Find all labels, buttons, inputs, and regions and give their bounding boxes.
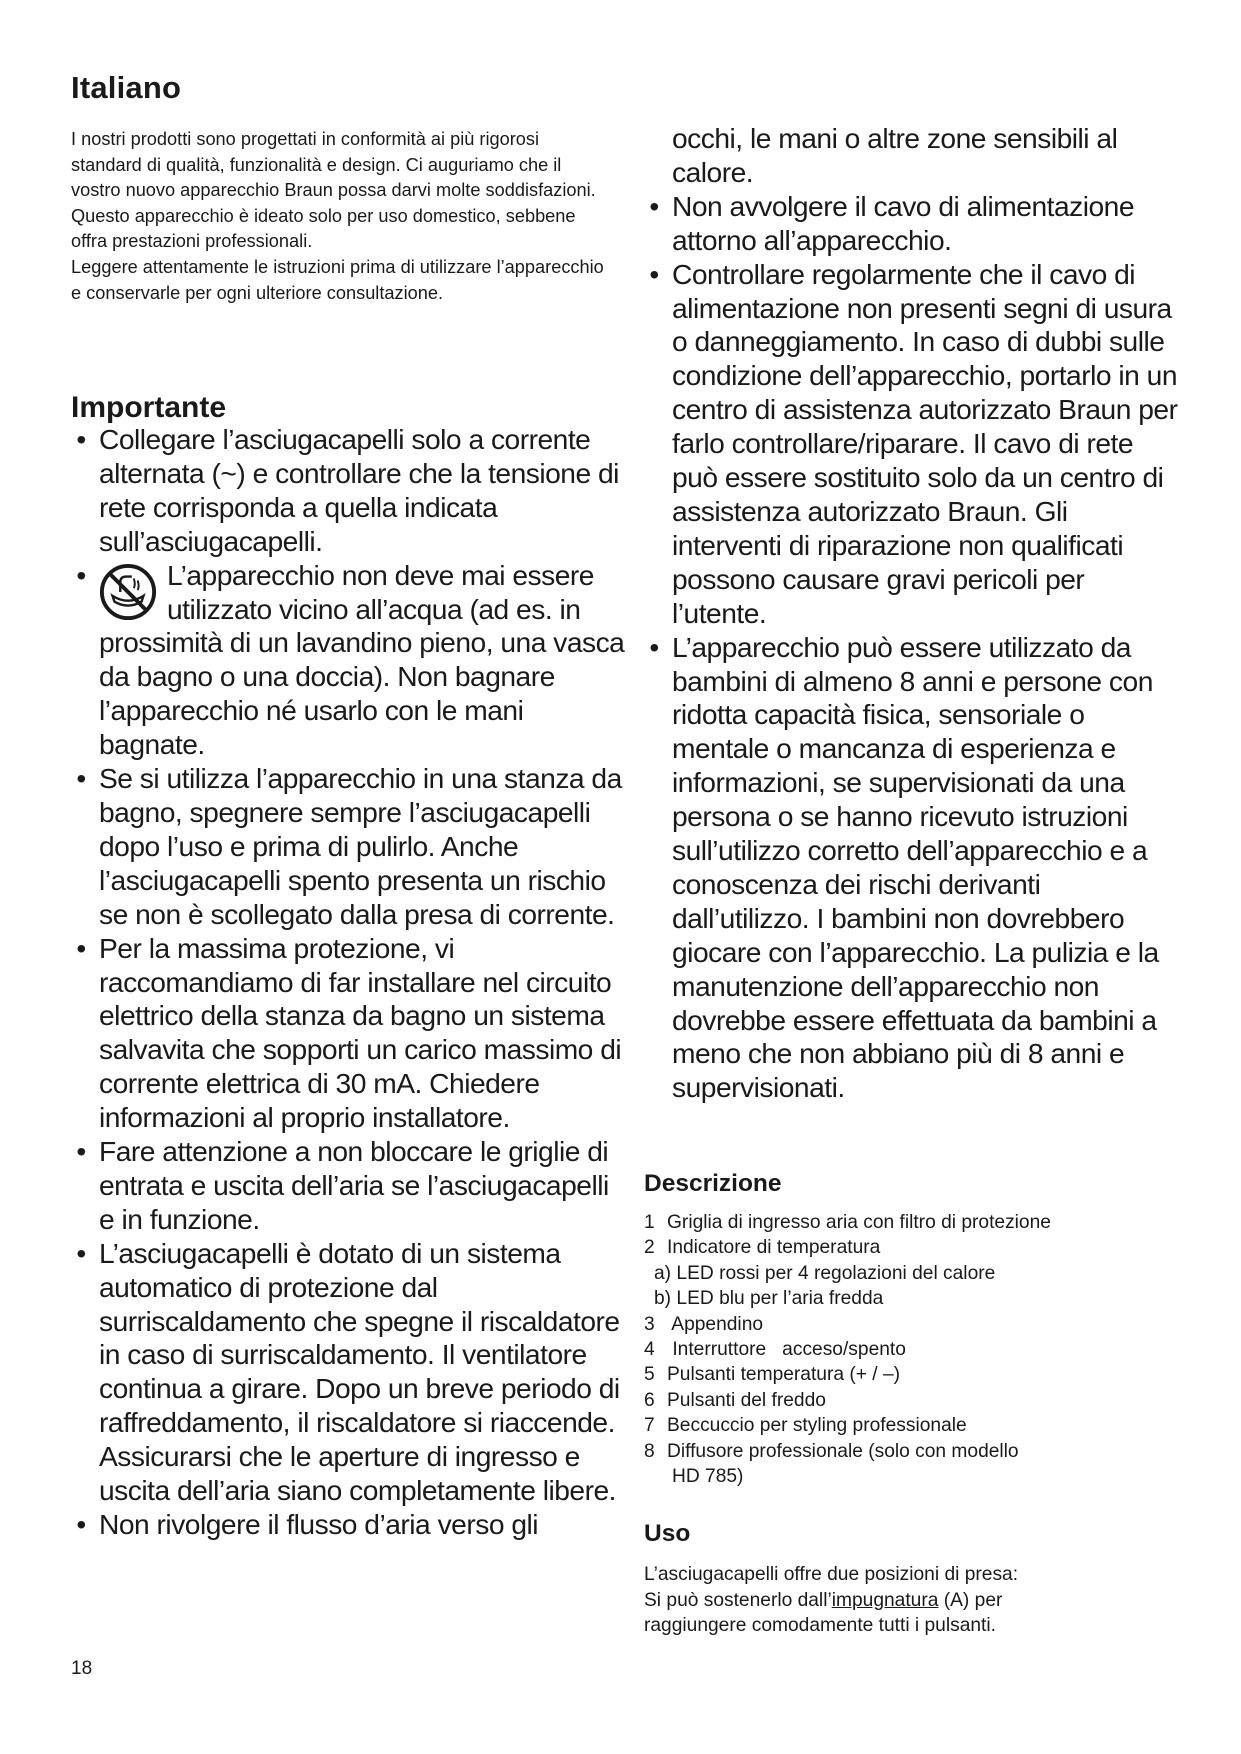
list-item <box>71 423 631 559</box>
list-item <box>71 1135 631 1237</box>
description-item-continued <box>644 1464 1164 1489</box>
intro-paragraph: Leggere attentamente le istruzioni prima di utilizzare l’apparecchio e conservarle per ogni ulteriore consultazione. <box>71 256 604 303</box>
list-item-text: Per la massima protezione, vi raccomandiamo di far installare nel circuito elettrico della stanza da bagno un sistema salvavita che sopporti un carico massimo di corrente elettrica di 30 mA. Chiedere informazioni al proprio installatore. <box>99 931 622 1134</box>
list-item-text: Fare attenzione a non bloccare le griglie di entrata e uscita dell’aria se l’asciugacapelli e in funzione. <box>99 1135 609 1235</box>
item-text: Beccuccio per styling professionale <box>667 1415 967 1437</box>
list-item <box>71 1508 631 1542</box>
list-item-continued <box>644 122 1184 190</box>
item-text: Interruttore acceso/spento <box>672 1339 906 1361</box>
list-item <box>644 190 1184 258</box>
section-heading-importante: Importante <box>71 391 227 424</box>
safety-list-left <box>71 423 631 1542</box>
description-item <box>644 1439 1164 1464</box>
bullet: • <box>76 1135 86 1168</box>
item-text: LED blu per l’aria fredda <box>676 1288 884 1310</box>
list-item <box>71 1237 631 1508</box>
list-item-text: occhi, le mani o altre zone sensibili al calore. <box>672 122 1118 188</box>
list-item-text: Controllare regolarmente che il cavo di alimentazione non presenti segni di usura o danneggiamento. In caso di dubbi sulle condizione dell’apparecchio, portarlo in un centro di assistenza autorizzato Braun per farlo controllare/riparare. Il cavo di rete può essere sostituito solo da un centro di assistenza autorizzato Braun. Gli interventi di riparazione non qualificati possono causare gravi pericoli per l’utente. <box>672 257 1178 629</box>
description-list <box>644 1210 1164 1489</box>
bullet: • <box>76 1236 86 1269</box>
description-item <box>644 1235 1164 1260</box>
list-item <box>71 559 631 762</box>
intro-text <box>71 127 611 306</box>
list-item-text: L’apparecchio può essere utilizzato da bambini di almeno 8 anni e persone con ridotta capacità fisica, sensoriale o mentale o mancanza di esperienza e informazioni, se supervisionati da una persona o se hanno ricevuto istruzioni sull’utilizzo corretto dell’apparecchio e a conoscenza dei rischi derivanti dall’utilizzo. I bambini non dovrebbero giocare con l’apparecchio. La pulizia e la manutenzione dell’apparecchio non dovrebbe essere effettuata da bambini a meno che non abbiano più di 8 anni e supervisionati. <box>672 630 1159 1104</box>
item-text: HD 785) <box>672 1466 744 1488</box>
uso-text-fragment: (A) per <box>938 1589 1003 1611</box>
intro-paragraph: I nostri prodotti sono progettati in conformità ai più rigorosi standard di qualità, funzionalità e design. Ci auguriamo che il vostro nuovo apparecchio Braun possa darvi molte soddisfazioni. <box>71 129 596 201</box>
description-item <box>644 1388 1164 1413</box>
description-item <box>644 1413 1164 1438</box>
page-number: 18 <box>71 1658 93 1679</box>
item-text: Appendino <box>671 1313 764 1335</box>
item-number: 4 <box>644 1339 655 1361</box>
item-number: b) <box>654 1288 672 1310</box>
safety-list-right <box>644 122 1184 1105</box>
uso-text-fragment: Si può sostenerlo dall’ <box>644 1589 832 1611</box>
item-number: 1 <box>644 1212 655 1233</box>
description-item <box>644 1210 1164 1235</box>
item-text: Pulsanti del freddo <box>667 1389 826 1411</box>
section-heading-uso: Uso <box>644 1520 691 1547</box>
item-text: Diffusore professionale (solo con modello <box>667 1440 1019 1462</box>
list-item <box>644 631 1184 1106</box>
list-item <box>71 932 631 1135</box>
uso-line: L’asciugacapelli offre due posizioni di presa: <box>644 1564 1019 1585</box>
list-item-text: Se si utilizza l’apparecchio in una stanza da bagno, spegnere sempre l’asciugacapelli dopo l’uso e prima di pulirlo. Anche l’asciugacapelli spento presenta un rischio se non è scollegato dalla presa di corrente. <box>99 762 622 930</box>
description-subitem <box>644 1286 1164 1311</box>
item-text: Griglia di ingresso aria con filtro di protezione <box>667 1212 1051 1233</box>
bullet: • <box>76 762 86 795</box>
list-item-text: L’apparecchio non deve mai essere utilizzato vicino all’acqua (ad es. in prossimità di un lavandino pieno, una vasca da bagno o una doccia). Non bagnare l’apparecchio né usarlo con le mani bagnate. <box>99 558 625 761</box>
item-number: 3 <box>644 1313 655 1335</box>
bullet: • <box>76 423 86 455</box>
list-item <box>644 258 1184 631</box>
list-item-text: Non avvolgere il cavo di alimentazione attorno all’apparecchio. <box>672 189 1135 256</box>
item-number: a) <box>654 1262 672 1284</box>
section-heading-descrizione: Descrizione <box>644 1170 782 1197</box>
bullet: • <box>649 257 659 290</box>
item-number: 5 <box>644 1364 655 1386</box>
description-item <box>644 1312 1164 1337</box>
uso-text <box>644 1562 1164 1639</box>
item-number: 2 <box>644 1237 655 1259</box>
bullet: • <box>649 189 659 222</box>
description-subitem <box>644 1261 1164 1286</box>
description-item <box>644 1362 1164 1387</box>
list-item <box>71 762 631 932</box>
item-number: 7 <box>644 1415 655 1437</box>
page-title: Italiano <box>71 70 182 105</box>
list-item-text: Collegare l’asciugacapelli solo a corrente alternata (~) e controllare che la tensione di rete corrisponda a quella indicata sull’asciugacapelli. <box>99 423 619 557</box>
no-water-warning-icon <box>99 563 157 621</box>
bullet: • <box>76 1508 86 1540</box>
item-number: 6 <box>644 1389 655 1411</box>
underlined-term: impugnatura <box>831 1589 939 1611</box>
bullet: • <box>649 630 659 663</box>
bullet: • <box>76 558 86 591</box>
item-text: LED rossi per 4 regolazioni del calore <box>676 1262 996 1284</box>
uso-line: raggiungere comodamente tutti i pulsanti. <box>644 1615 996 1637</box>
list-item-text: Non rivolgere il flusso d’aria verso gli <box>99 1508 539 1540</box>
uso-line <box>644 1588 1164 1614</box>
item-text: Pulsanti temperatura (+ / –) <box>667 1364 901 1386</box>
item-text: Indicatore di temperatura <box>667 1237 881 1259</box>
bullet: • <box>76 931 86 964</box>
item-number: 8 <box>644 1440 655 1462</box>
list-item-text: L’asciugacapelli è dotato di un sistema automatico di protezione dal surriscaldamento che spegne il riscaldatore in caso di surriscaldamento. Il ventilatore continua a girare. Dopo un breve periodo di raffreddamento, il riscaldatore si riaccende. Assicurarsi che le aperture di ingresso e uscita dell’aria siano completamente libere. <box>99 1236 620 1507</box>
intro-paragraph: Questo apparecchio è ideato solo per uso domestico, sebbene offra prestazioni professionali. <box>71 205 576 252</box>
description-item <box>644 1337 1164 1362</box>
